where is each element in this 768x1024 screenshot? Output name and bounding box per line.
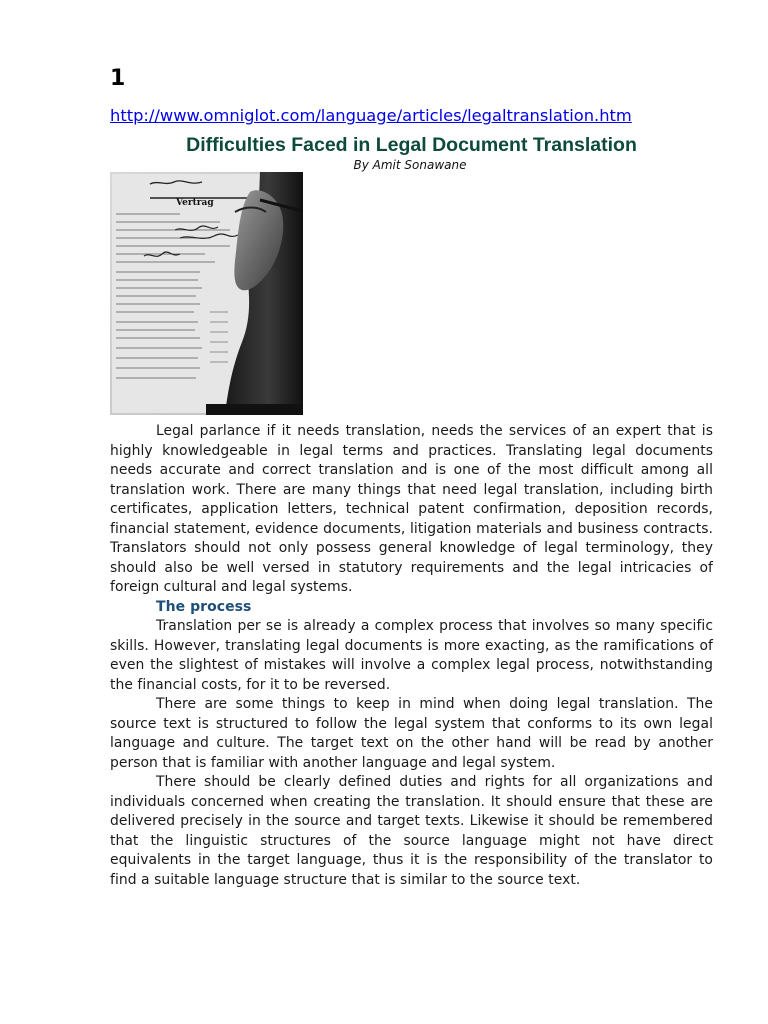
article-title: Difficulties Faced in Legal Document Translation <box>186 134 637 156</box>
source-url-link[interactable]: http://www.omniglot.com/language/articles/legaltranslation.htm <box>110 106 632 125</box>
article-byline: By Amit Sonawane <box>353 158 467 172</box>
process-paragraph: There are some things to keep in mind when doing legal translation. The source text is structured to follow the legal system that conforms to its own legal language and culture. The target text on the other hand will be read by another person that is familiar with another language and legal system. <box>110 696 713 771</box>
intro-paragraph: Legal parlance if it needs translation, needs the services of an expert that is highly knowledgeable in legal terms and practices. Translating legal documents needs accurate and correct translation and is one of the most difficult among all translation work. There are many things that need legal translation, including birth certificates, application letters, technical patent confirmation, deposition records, financial statement, evidence documents, litigation materials and business contracts. Translators should not only possess general knowledge of legal terminology, they should also be well versed in statutory requirements and the legal intricacies of foreign cultural and legal systems. <box>110 423 713 595</box>
article-body <box>110 422 713 890</box>
page-number: 1 <box>110 66 126 91</box>
contract-title-text: Vertrag <box>176 198 214 208</box>
process-paragraph: Translation per se is already a complex process that involves so many specific skills. However, translating legal documents is more exacting, as the ramifications of even the slightest of mistakes will involve a complex legal process, notwithstanding the financial costs, for it to be reversed. <box>110 618 713 693</box>
contract-photo <box>110 172 303 415</box>
process-paragraph: There should be clearly defined duties and rights for all organizations and individuals concerned when creating the translation. It should ensure that these are delivered precisely in the source and target texts. Likewise it should be remembered that the linguistic structures of the source language might not have direct equivalents in the target language, thus it is the responsibility of the translator to find a suitable language structure that is similar to the source text. <box>110 774 713 888</box>
section-heading-process: The process <box>156 598 252 615</box>
